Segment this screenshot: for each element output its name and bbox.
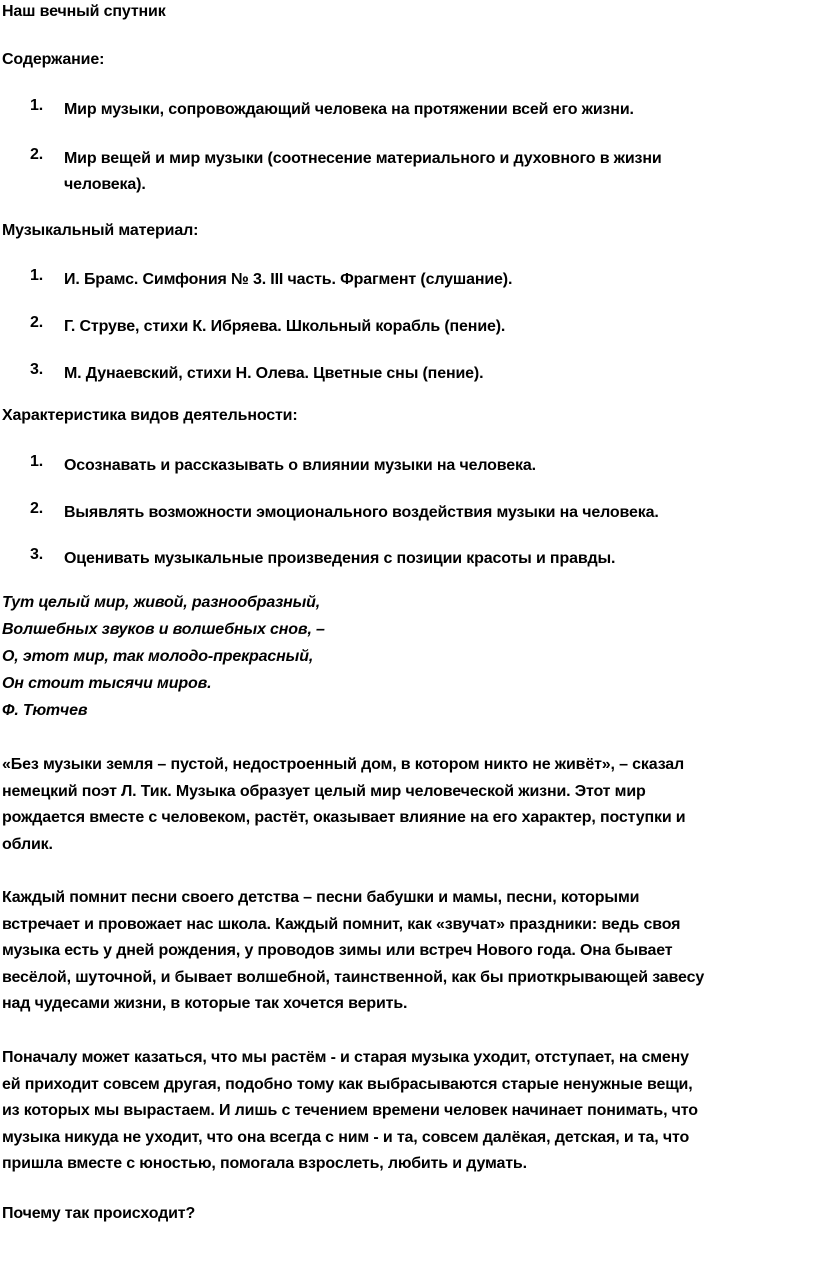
paragraph-line: Каждый помнит песни своего детства – песни бабушки и мамы, песни, которыми bbox=[2, 889, 640, 906]
activities-heading: Характеристика видов деятельности: bbox=[2, 407, 298, 424]
paragraph-line: весёлой, шуточной, и бывает волшебной, таинственной, как бы приоткрывающей завесу bbox=[2, 968, 705, 986]
list-number: 3. bbox=[30, 546, 44, 563]
paragraph-line: ей приходит совсем другая, подобно тому как выбрасываются старые ненужные вещи, bbox=[2, 1075, 693, 1093]
list-item-text-continued: человека). bbox=[64, 176, 146, 193]
paragraph-line: «Без музыки земля – пустой, недостроенный дом, в котором никто не живёт», – сказал bbox=[2, 756, 685, 773]
paragraph-line: над чудесами жизни, в которые так хочется верить. bbox=[2, 995, 408, 1012]
poem-line: Он стоит тысячи миров. bbox=[2, 675, 212, 692]
paragraph-line: немецкий поэт Л. Тик. Музыка образует целый мир человеческой жизни. Этот мир bbox=[2, 782, 646, 800]
contents-heading: Содержание: bbox=[2, 51, 105, 68]
paragraph-line: из которых мы вырастаем. И лишь с течением времени человек начинает понимать, что bbox=[2, 1102, 698, 1119]
closing-question: Почему так происходит? bbox=[2, 1205, 196, 1222]
paragraph bbox=[2, 1045, 814, 1178]
list-item-text: Г. Струве, стихи К. Ибряева. Школьный корабль (пение). bbox=[64, 318, 506, 335]
paragraph-line: пришла вместе с юностью, помогала взрослеть, любить и думать. bbox=[2, 1155, 527, 1172]
list-item-text: И. Брамс. Симфония № 3. III часть. Фрагмент (слушание). bbox=[64, 271, 513, 288]
list-number: 1. bbox=[30, 453, 44, 470]
paragraph-line: встречает и провожает нас школа. Каждый помнит, как «звучат» праздники: ведь своя bbox=[2, 915, 681, 933]
paragraph bbox=[2, 752, 814, 858]
paragraph-line: Поначалу может казаться, что мы растём - и старая музыка уходит, отступает, на смену bbox=[2, 1049, 689, 1066]
paragraph-line: музыка есть у дней рождения, у проводов зимы или встреч Нового года. Она бывает bbox=[2, 942, 673, 959]
list-item-text: Осознавать и рассказывать о влиянии музыки на человека. bbox=[64, 457, 536, 474]
list-number: 1. bbox=[30, 97, 44, 114]
list-item-text: М. Дунаевский, стихи Н. Олева. Цветные сны (пение). bbox=[64, 365, 484, 382]
poem-line: О, этот мир, так молодо-прекрасный, bbox=[2, 648, 314, 665]
paragraph-line: рождается вместе с человеком, растёт, оказывает влияние на его характер, поступки и bbox=[2, 809, 686, 826]
list-item-text: Выявлять возможности эмоционального воздействия музыки на человека. bbox=[64, 504, 659, 521]
list-number: 1. bbox=[30, 267, 44, 284]
list-item-text: Оценивать музыкальные произведения с позиции красоты и правды. bbox=[64, 550, 616, 567]
poem-line: Тут целый мир, живой, разнообразный, bbox=[2, 594, 321, 611]
poem-author: Ф. Тютчев bbox=[2, 702, 88, 719]
poem-line: Волшебных звуков и волшебных снов, – bbox=[2, 621, 325, 638]
list-item-text: Мир вещей и мир музыки (соотнесение материального и духовного в жизни bbox=[64, 150, 662, 167]
material-heading: Музыкальный материал: bbox=[2, 222, 199, 239]
paragraph-line: музыка никуда не уходит, что она всегда с ним - и та, совсем далёкая, детская, и та, что bbox=[2, 1128, 690, 1146]
paragraph-line: облик. bbox=[2, 835, 53, 853]
list-number: 2. bbox=[30, 146, 44, 163]
document-title: Наш вечный спутник bbox=[2, 3, 166, 20]
paragraph bbox=[2, 885, 814, 1018]
list-item-text: Мир музыки, сопровождающий человека на протяжении всей его жизни. bbox=[64, 101, 634, 118]
list-number: 2. bbox=[30, 500, 44, 517]
list-number: 3. bbox=[30, 361, 44, 378]
list-number: 2. bbox=[30, 314, 44, 331]
